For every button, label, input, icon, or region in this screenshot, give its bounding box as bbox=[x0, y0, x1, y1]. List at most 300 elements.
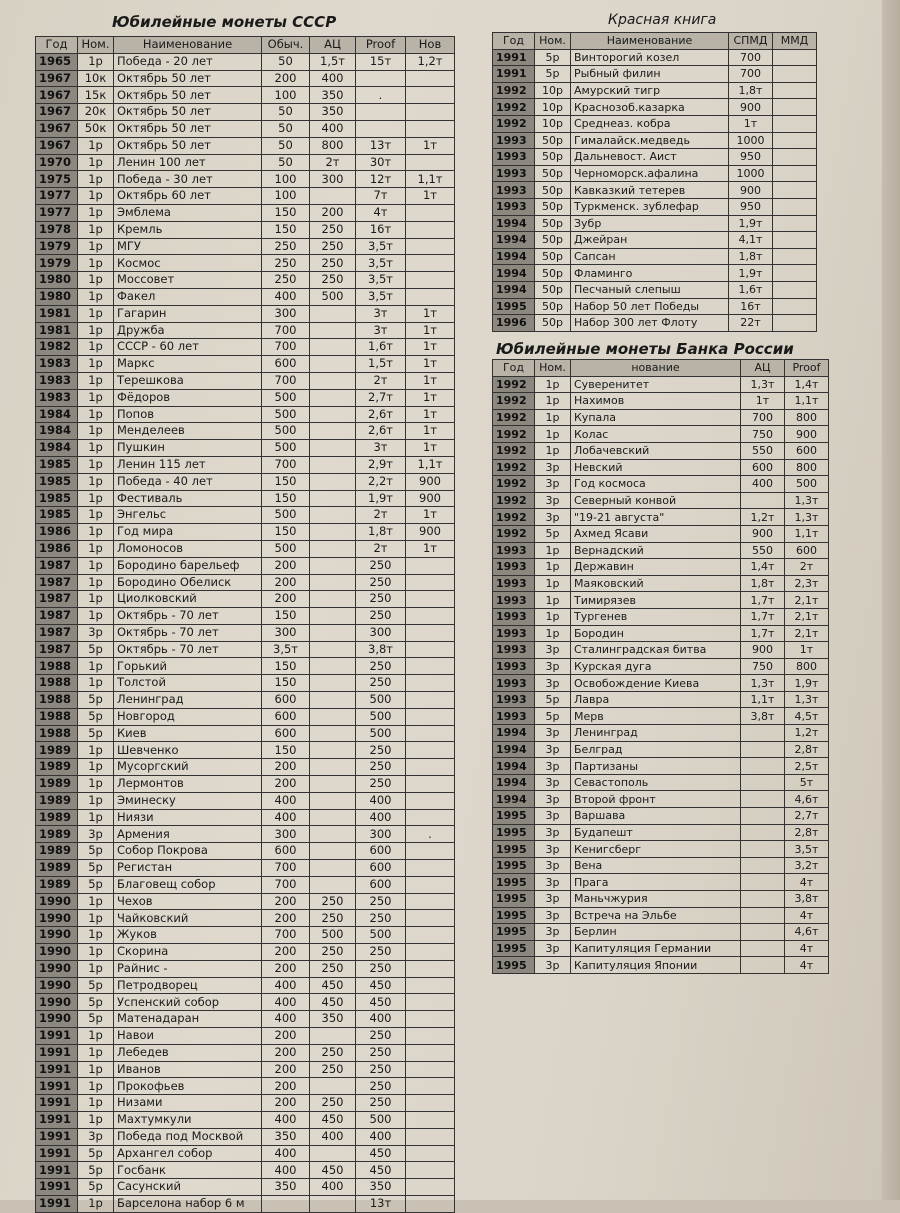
ussr-cell bbox=[406, 658, 455, 675]
ussr-year-cell: 1989 bbox=[36, 809, 78, 826]
bankrussia-year-cell: 1992 bbox=[493, 426, 535, 443]
bankrussia-cell: 2,1т bbox=[785, 625, 829, 642]
ussr-cell: 5р bbox=[78, 708, 114, 725]
ussr-row bbox=[36, 120, 455, 137]
redbook-cell: 50р bbox=[535, 215, 571, 232]
ussr-header-cell: АЦ bbox=[310, 37, 356, 54]
ussr-cell: 1р bbox=[78, 406, 114, 423]
ussr-row bbox=[36, 658, 455, 675]
ussr-cell: 1р bbox=[78, 255, 114, 272]
ussr-cell: 350 bbox=[310, 1011, 356, 1028]
ussr-cell: 1р bbox=[78, 792, 114, 809]
ussr-cell bbox=[310, 843, 356, 860]
ussr-name-cell: Эминеску bbox=[114, 792, 262, 809]
ussr-cell bbox=[310, 776, 356, 793]
ussr-cell: 500 bbox=[262, 440, 310, 457]
ussr-cell: 400 bbox=[356, 1011, 406, 1028]
redbook-year-cell: 1993 bbox=[493, 182, 535, 199]
bankrussia-name-cell: Ахмед Ясави bbox=[571, 525, 741, 542]
redbook-name-cell: Черноморск.афалина bbox=[571, 165, 729, 182]
bankrussia-name-cell: Мерв bbox=[571, 708, 741, 725]
ussr-year-cell: 1989 bbox=[36, 876, 78, 893]
ussr-row bbox=[36, 171, 455, 188]
redbook-cell bbox=[773, 115, 817, 132]
bankrussia-cell: 4т bbox=[785, 907, 829, 924]
bankrussia-name-cell: Капитуляция Японии bbox=[571, 957, 741, 974]
ussr-header-cell: Ном. bbox=[78, 37, 114, 54]
ussr-cell: 500 bbox=[356, 708, 406, 725]
bankrussia-cell: 3,5т bbox=[785, 841, 829, 858]
ussr-cell bbox=[406, 120, 455, 137]
redbook-year-cell: 1992 bbox=[493, 82, 535, 99]
ussr-cell bbox=[406, 708, 455, 725]
ussr-name-cell: Ленин 115 лет bbox=[114, 456, 262, 473]
ussr-cell: 250 bbox=[356, 658, 406, 675]
ussr-cell: 250 bbox=[356, 742, 406, 759]
ussr-cell: 1р bbox=[78, 759, 114, 776]
bankrussia-name-cell: Нахимов bbox=[571, 393, 741, 410]
ussr-cell bbox=[406, 1028, 455, 1045]
ussr-cell: 300 bbox=[356, 826, 406, 843]
redbook-year-cell: 1994 bbox=[493, 248, 535, 265]
ussr-cell bbox=[310, 675, 356, 692]
ussr-name-cell: Эмблема bbox=[114, 204, 262, 221]
ussr-cell: 5р bbox=[78, 994, 114, 1011]
bankrussia-cell: 1,3т bbox=[785, 492, 829, 509]
ussr-name-cell: Райнис - bbox=[114, 960, 262, 977]
redbook-cell: 50р bbox=[535, 198, 571, 215]
ussr-row bbox=[36, 154, 455, 171]
bankrussia-cell: 1р bbox=[535, 575, 571, 592]
ussr-cell: 5р bbox=[78, 1162, 114, 1179]
redbook-name-cell: Джейран bbox=[571, 232, 729, 249]
bankrussia-year-cell: 1995 bbox=[493, 924, 535, 941]
ussr-cell: 1р bbox=[78, 809, 114, 826]
ussr-cell: 1р bbox=[78, 137, 114, 154]
ussr-year-cell: 1983 bbox=[36, 372, 78, 389]
ussr-cell: 450 bbox=[356, 1162, 406, 1179]
ussr-cell: 100 bbox=[262, 188, 310, 205]
redbook-cell: 10р bbox=[535, 115, 571, 132]
ussr-row bbox=[36, 423, 455, 440]
ussr-cell: 400 bbox=[262, 792, 310, 809]
ussr-cell: 3т bbox=[356, 440, 406, 457]
bankrussia-year-cell: 1993 bbox=[493, 708, 535, 725]
ussr-year-cell: 1990 bbox=[36, 1011, 78, 1028]
ussr-row bbox=[36, 776, 455, 793]
bankrussia-name-cell: Будапешт bbox=[571, 824, 741, 841]
ussr-name-cell: Регистан bbox=[114, 860, 262, 877]
redbook-row bbox=[493, 281, 817, 298]
redbook-cell bbox=[773, 149, 817, 166]
ussr-year-cell: 1977 bbox=[36, 188, 78, 205]
redbook-row bbox=[493, 182, 817, 199]
ussr-cell: 1р bbox=[78, 540, 114, 557]
bankrussia-cell: 1р bbox=[535, 608, 571, 625]
ussr-cell bbox=[406, 1095, 455, 1112]
ussr-cell: 1т bbox=[406, 137, 455, 154]
ussr-cell bbox=[406, 288, 455, 305]
bankrussia-name-cell: Державин bbox=[571, 559, 741, 576]
redbook-row bbox=[493, 132, 817, 149]
ussr-cell: 200 bbox=[262, 557, 310, 574]
redbook-name-cell: Фламинго bbox=[571, 265, 729, 282]
ussr-cell: 200 bbox=[262, 70, 310, 87]
bankrussia-cell: 550 bbox=[741, 442, 785, 459]
ussr-row bbox=[36, 944, 455, 961]
ussr-cell: 600 bbox=[356, 843, 406, 860]
redbook-cell bbox=[773, 99, 817, 116]
redbook-name-cell: Кавказкий тетерев bbox=[571, 182, 729, 199]
redbook-name-cell: Сапсан bbox=[571, 248, 729, 265]
ussr-cell: 1,2т bbox=[406, 53, 455, 70]
ussr-cell: 500 bbox=[356, 1112, 406, 1129]
redbook-row bbox=[493, 248, 817, 265]
bankrussia-cell: 4т bbox=[785, 874, 829, 891]
ussr-year-cell: 1991 bbox=[36, 1195, 78, 1212]
ussr-row bbox=[36, 893, 455, 910]
bankrussia-cell: 3р bbox=[535, 924, 571, 941]
ussr-cell bbox=[406, 70, 455, 87]
redbook-cell: 950 bbox=[729, 149, 773, 166]
redbook-cell: 5р bbox=[535, 66, 571, 83]
ussr-cell: 1р bbox=[78, 322, 114, 339]
ussr-cell: 250 bbox=[356, 893, 406, 910]
ussr-cell: 1р bbox=[78, 423, 114, 440]
redbook-cell bbox=[773, 248, 817, 265]
ussr-cell: 1р bbox=[78, 389, 114, 406]
bankrussia-year-cell: 1992 bbox=[493, 459, 535, 476]
bankrussia-row bbox=[493, 393, 829, 410]
ussr-cell: 250 bbox=[356, 1095, 406, 1112]
bankrussia-row bbox=[493, 857, 829, 874]
bankrussia-body bbox=[493, 376, 829, 973]
ussr-cell bbox=[406, 944, 455, 961]
ussr-cell: 500 bbox=[262, 389, 310, 406]
bankrussia-name-cell: Прага bbox=[571, 874, 741, 891]
bankrussia-cell: 3р bbox=[535, 957, 571, 974]
bankrussia-cell: 1,3т bbox=[741, 376, 785, 393]
ussr-cell: 1т bbox=[406, 423, 455, 440]
ussr-cell bbox=[406, 1145, 455, 1162]
ussr-cell: 2т bbox=[310, 154, 356, 171]
ussr-year-cell: 1990 bbox=[36, 944, 78, 961]
ussr-name-cell: Армения bbox=[114, 826, 262, 843]
redbook-cell: 50р bbox=[535, 149, 571, 166]
bankrussia-name-cell: Кенигсберг bbox=[571, 841, 741, 858]
bankrussia-cell bbox=[741, 741, 785, 758]
ussr-row bbox=[36, 540, 455, 557]
ussr-cell: 300 bbox=[356, 624, 406, 641]
ussr-cell: 2,9т bbox=[356, 456, 406, 473]
bankrussia-cell: 3р bbox=[535, 891, 571, 908]
ussr-cell: . bbox=[406, 826, 455, 843]
ussr-cell bbox=[406, 977, 455, 994]
ussr-cell bbox=[310, 188, 356, 205]
bankrussia-cell bbox=[741, 808, 785, 825]
ussr-cell: 150 bbox=[262, 742, 310, 759]
ussr-name-cell: Ломоносов bbox=[114, 540, 262, 557]
ussr-cell: 1т bbox=[406, 305, 455, 322]
ussr-cell bbox=[406, 87, 455, 104]
ussr-row bbox=[36, 221, 455, 238]
ussr-cell bbox=[310, 725, 356, 742]
ussr-cell: 250 bbox=[356, 759, 406, 776]
ussr-cell: 3р bbox=[78, 1128, 114, 1145]
bankrussia-row bbox=[493, 608, 829, 625]
bankrussia-cell bbox=[741, 492, 785, 509]
ussr-name-cell: Навои bbox=[114, 1028, 262, 1045]
ussr-cell: 5р bbox=[78, 1011, 114, 1028]
bankrussia-cell bbox=[741, 957, 785, 974]
ussr-name-cell: Октябрь - 70 лет bbox=[114, 624, 262, 641]
bankrussia-row bbox=[493, 691, 829, 708]
bankrussia-cell: 3р bbox=[535, 642, 571, 659]
bankrussia-year-cell: 1992 bbox=[493, 492, 535, 509]
redbook-cell bbox=[773, 265, 817, 282]
ussr-cell bbox=[310, 490, 356, 507]
ussr-year-cell: 1990 bbox=[36, 910, 78, 927]
ussr-name-cell: Пушкин bbox=[114, 440, 262, 457]
ussr-cell bbox=[406, 238, 455, 255]
bankrussia-cell: 1,3т bbox=[785, 691, 829, 708]
ussr-cell: 200 bbox=[262, 1095, 310, 1112]
ussr-cell bbox=[406, 792, 455, 809]
ussr-cell: 2,6т bbox=[356, 406, 406, 423]
ussr-cell: 1т bbox=[406, 188, 455, 205]
ussr-cell: 150 bbox=[262, 490, 310, 507]
redbook-year-cell: 1996 bbox=[493, 315, 535, 332]
ussr-cell: 250 bbox=[356, 1044, 406, 1061]
ussr-cell: 2т bbox=[356, 507, 406, 524]
ussr-name-cell: Горький bbox=[114, 658, 262, 675]
ussr-name-cell: Петродворец bbox=[114, 977, 262, 994]
ussr-cell bbox=[406, 1112, 455, 1129]
redbook-cell: 900 bbox=[729, 182, 773, 199]
bankrussia-name-cell: Варшава bbox=[571, 808, 741, 825]
bankrussia-cell: 1,7т bbox=[741, 592, 785, 609]
ussr-cell bbox=[406, 591, 455, 608]
ussr-row bbox=[36, 53, 455, 70]
bankrussia-name-cell: Севастополь bbox=[571, 774, 741, 791]
bankrussia-cell: 2,3т bbox=[785, 575, 829, 592]
ussr-cell: 250 bbox=[310, 1061, 356, 1078]
ussr-cell: 400 bbox=[262, 1112, 310, 1129]
bankrussia-year-cell: 1992 bbox=[493, 376, 535, 393]
ussr-cell: 2т bbox=[356, 540, 406, 557]
bankrussia-name-cell: Берлин bbox=[571, 924, 741, 941]
ussr-cell: 200 bbox=[310, 204, 356, 221]
ussr-cell: 50 bbox=[262, 154, 310, 171]
ussr-row bbox=[36, 137, 455, 154]
ussr-cell: 1р bbox=[78, 893, 114, 910]
redbook-name-cell: Рыбный филин bbox=[571, 66, 729, 83]
ussr-cell bbox=[310, 1028, 356, 1045]
ussr-year-cell: 1985 bbox=[36, 456, 78, 473]
page-edge bbox=[882, 0, 900, 1200]
ussr-cell: 400 bbox=[262, 1162, 310, 1179]
ussr-cell: 200 bbox=[262, 893, 310, 910]
redbook-cell: 16т bbox=[729, 298, 773, 315]
bankrussia-year-cell: 1995 bbox=[493, 940, 535, 957]
ussr-row bbox=[36, 440, 455, 457]
ussr-cell bbox=[406, 272, 455, 289]
ussr-cell: 250 bbox=[310, 960, 356, 977]
ussr-cell: 1,8т bbox=[356, 524, 406, 541]
bankrussia-cell: 1,3т bbox=[741, 675, 785, 692]
ussr-cell bbox=[406, 759, 455, 776]
ussr-cell: 1р bbox=[78, 658, 114, 675]
ussr-year-cell: 1965 bbox=[36, 53, 78, 70]
ussr-cell: 400 bbox=[262, 288, 310, 305]
ussr-name-cell: Попов bbox=[114, 406, 262, 423]
bankrussia-cell: 2,5т bbox=[785, 758, 829, 775]
redbook-cell bbox=[773, 132, 817, 149]
bankrussia-cell: 1р bbox=[535, 376, 571, 393]
bankrussia-cell bbox=[741, 725, 785, 742]
ussr-row bbox=[36, 809, 455, 826]
ussr-cell: 450 bbox=[310, 1112, 356, 1129]
bankrussia-row bbox=[493, 808, 829, 825]
ussr-year-cell: 1991 bbox=[36, 1145, 78, 1162]
ussr-row bbox=[36, 1162, 455, 1179]
ussr-row bbox=[36, 406, 455, 423]
ussr-cell: 600 bbox=[262, 356, 310, 373]
bankrussia-year-cell: 1992 bbox=[493, 442, 535, 459]
ussr-row bbox=[36, 1061, 455, 1078]
ussr-cell bbox=[310, 692, 356, 709]
bankrussia-cell: 600 bbox=[785, 442, 829, 459]
redbook-cell: 1,8т bbox=[729, 82, 773, 99]
bankrussia-year-cell: 1994 bbox=[493, 758, 535, 775]
bankrussia-row bbox=[493, 774, 829, 791]
ussr-cell: 3т bbox=[356, 305, 406, 322]
redbook-year-cell: 1994 bbox=[493, 265, 535, 282]
ussr-row bbox=[36, 70, 455, 87]
bankrussia-year-cell: 1993 bbox=[493, 658, 535, 675]
ussr-year-cell: 1990 bbox=[36, 893, 78, 910]
redbook-header-cell: ММД bbox=[773, 33, 817, 50]
redbook-header-cell: Наименование bbox=[571, 33, 729, 50]
bankrussia-cell: 2,8т bbox=[785, 824, 829, 841]
ussr-cell: 450 bbox=[310, 994, 356, 1011]
redbook-title: Красная книга bbox=[608, 12, 717, 28]
ussr-cell bbox=[406, 910, 455, 927]
ussr-row bbox=[36, 204, 455, 221]
bankrussia-cell: 1,1т bbox=[785, 393, 829, 410]
ussr-cell bbox=[310, 624, 356, 641]
bankrussia-name-cell: Тургенев bbox=[571, 608, 741, 625]
ussr-year-cell: 1991 bbox=[36, 1179, 78, 1196]
redbook-row bbox=[493, 298, 817, 315]
ussr-year-cell: 1990 bbox=[36, 977, 78, 994]
redbook-cell: 4,1т bbox=[729, 232, 773, 249]
ussr-cell bbox=[406, 624, 455, 641]
bankrussia-cell: 3р bbox=[535, 492, 571, 509]
redbook-name-cell: Туркменск. зублефар bbox=[571, 198, 729, 215]
ussr-cell: 1р bbox=[78, 910, 114, 927]
ussr-cell: 2,6т bbox=[356, 423, 406, 440]
redbook-name-cell: Винторогий козел bbox=[571, 49, 729, 66]
ussr-cell: 350 bbox=[356, 1179, 406, 1196]
redbook-cell: 1000 bbox=[729, 132, 773, 149]
ussr-year-cell: 1986 bbox=[36, 540, 78, 557]
bankrussia-cell: 5т bbox=[785, 774, 829, 791]
bankrussia-row bbox=[493, 575, 829, 592]
ussr-cell bbox=[406, 893, 455, 910]
bankrussia-row bbox=[493, 542, 829, 559]
ussr-cell: 400 bbox=[310, 70, 356, 87]
ussr-cell: 150 bbox=[262, 221, 310, 238]
ussr-cell: 1р bbox=[78, 272, 114, 289]
ussr-row bbox=[36, 524, 455, 541]
redbook-row bbox=[493, 315, 817, 332]
ussr-cell: 250 bbox=[356, 944, 406, 961]
ussr-row bbox=[36, 708, 455, 725]
ussr-name-cell: Матенадаран bbox=[114, 1011, 262, 1028]
ussr-cell: 250 bbox=[356, 1061, 406, 1078]
ussr-row bbox=[36, 272, 455, 289]
bankrussia-row bbox=[493, 442, 829, 459]
ussr-cell: 1р bbox=[78, 372, 114, 389]
bankrussia-cell: 1,2т bbox=[741, 509, 785, 526]
ussr-row bbox=[36, 1028, 455, 1045]
ussr-cell: 1р bbox=[78, 574, 114, 591]
bankrussia-cell: 1т bbox=[741, 393, 785, 410]
ussr-cell: 450 bbox=[310, 977, 356, 994]
redbook-row bbox=[493, 115, 817, 132]
bankrussia-cell: 1,1т bbox=[785, 525, 829, 542]
bankrussia-cell bbox=[741, 874, 785, 891]
ussr-row bbox=[36, 1145, 455, 1162]
ussr-cell: 50 bbox=[262, 137, 310, 154]
ussr-year-cell: 1987 bbox=[36, 574, 78, 591]
ussr-cell: 3,5т bbox=[262, 641, 310, 658]
ussr-cell: 800 bbox=[310, 137, 356, 154]
ussr-cell: 250 bbox=[262, 238, 310, 255]
redbook-cell: 50р bbox=[535, 248, 571, 265]
ussr-year-cell: 1975 bbox=[36, 171, 78, 188]
ussr-name-cell: Скорина bbox=[114, 944, 262, 961]
ussr-name-cell: Новгород bbox=[114, 708, 262, 725]
ussr-cell: 1т bbox=[406, 372, 455, 389]
bankrussia-name-cell: "19-21 августа" bbox=[571, 509, 741, 526]
redbook-header-row bbox=[493, 33, 817, 50]
ussr-year-cell: 1977 bbox=[36, 204, 78, 221]
ussr-cell: 1т bbox=[406, 339, 455, 356]
ussr-cell bbox=[310, 876, 356, 893]
bankrussia-cell: 5р bbox=[535, 525, 571, 542]
redbook-row bbox=[493, 66, 817, 83]
ussr-cell: 3,5т bbox=[356, 238, 406, 255]
ussr-cell: 250 bbox=[356, 1028, 406, 1045]
ussr-cell bbox=[406, 776, 455, 793]
ussr-cell: 1р bbox=[78, 238, 114, 255]
bankrussia-cell: 3,8т bbox=[741, 708, 785, 725]
ussr-cell: 3,5т bbox=[356, 288, 406, 305]
ussr-cell: 250 bbox=[310, 1044, 356, 1061]
bankrussia-year-cell: 1994 bbox=[493, 791, 535, 808]
ussr-cell bbox=[406, 725, 455, 742]
bankrussia-cell: 3р bbox=[535, 725, 571, 742]
ussr-cell: 1,1т bbox=[406, 171, 455, 188]
bankrussia-name-cell: Северный конвой bbox=[571, 492, 741, 509]
ussr-cell bbox=[310, 1078, 356, 1095]
ussr-row bbox=[36, 288, 455, 305]
ussr-cell bbox=[406, 692, 455, 709]
ussr-cell: 500 bbox=[262, 423, 310, 440]
ussr-year-cell: 1987 bbox=[36, 591, 78, 608]
